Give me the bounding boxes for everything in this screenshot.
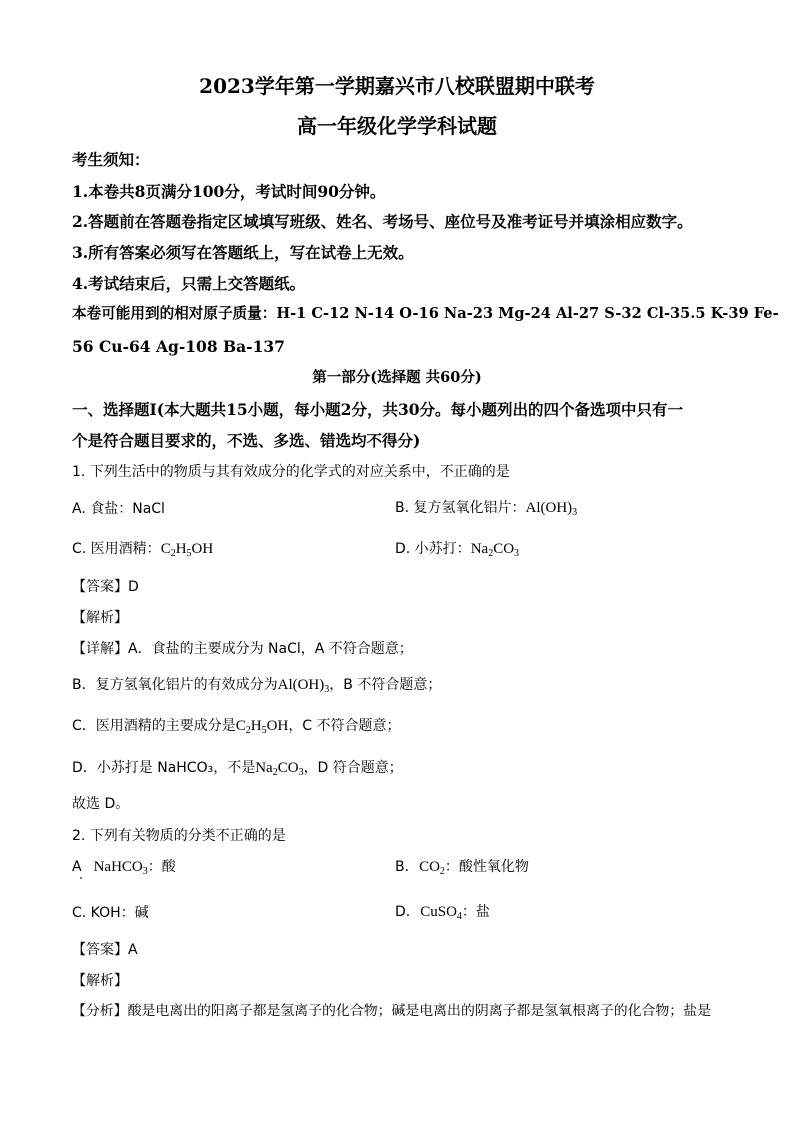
detail-text: ，B 不符合题意；: [329, 677, 442, 693]
chemical-formula: NaHCO$_3$: [93, 859, 148, 877]
detail-text: ，D 符合题意；: [303, 760, 403, 776]
part-heading: 第一部分(选择题 共60分): [312, 369, 482, 386]
chemical-formula: $Al(OH)_3$: [277, 677, 330, 695]
conclusion: 故选 D。: [72, 796, 130, 812]
option-text: ：酸: [147, 859, 176, 875]
option-label: B.: [395, 859, 410, 875]
option-label: D.: [395, 904, 411, 920]
instruction-item: 1.本卷共8页满分100分，考试时间90分钟。: [72, 182, 386, 201]
detail-text: B．复方氢氧化铝片的有效成分为: [72, 677, 278, 693]
question-stem: 1. 下列生活中的物质与其有效成分的化学式的对应关系中，不正确的是: [72, 464, 510, 480]
detail-text: C．医用酒精的主要成分是: [72, 718, 236, 734]
chemical-formula: $Al(OH)_3$: [525, 500, 578, 518]
option-a: [72, 860, 176, 875]
answer: 【答案】D: [72, 579, 139, 595]
instructions-heading: 考生须知：: [72, 150, 150, 169]
instruction-item: 4.考试结束后，只需上交答题纸。: [72, 274, 306, 293]
detail-text: ，C 不符合题意；: [288, 718, 401, 734]
detail-line: 【详解】A．食盐的主要成分为 NaCl，A 不符合题意；: [72, 641, 413, 657]
section-instructions: 个是符合题目要求的，不选、多选、错选均不得分): [72, 431, 421, 450]
exam-subtitle: 高一年级化学学科试题: [297, 114, 497, 138]
instruction-item: 3.所有答案必须写在答题纸上，写在试卷上无效。: [72, 243, 414, 262]
option-b: [395, 860, 529, 875]
detail-line: [72, 719, 401, 734]
option-text: ：酸性氧化物: [444, 859, 529, 875]
option-label: A: [72, 859, 82, 875]
chemical-formula: $Na_2CO_3$: [255, 760, 304, 778]
analysis-text: 【分析】酸是电离出的阳离子都是氢离子的化合物；碱是电离出的阴离子都是氢氧根离子的化合物；盐是: [72, 1003, 711, 1019]
chemical-formula: $C_2H_5OH$: [235, 718, 289, 736]
option-label: C. 医用酒精：: [72, 541, 161, 557]
atomic-mass-line: 本卷可能用到的相对原子质量：H-1 C-12 N-14 O-16 Na-23 Mg-24 Al-27 S-32 Cl-35.5 K-39 Fe-: [72, 305, 779, 322]
stray-mark: [80, 877, 82, 879]
analysis-label: 【解析】: [72, 973, 128, 989]
option-a: A. 食盐：NaCl: [72, 501, 165, 517]
chemical-formula: $Na_2CO_3$: [470, 541, 520, 559]
option-label: D. 小苏打：: [395, 541, 471, 557]
option-d: [395, 905, 490, 920]
detail-line: [72, 761, 403, 776]
analysis-label: 【解析】: [72, 610, 128, 626]
detail-line: [72, 678, 441, 693]
instruction-item: 2.答题前在答题卷指定区域填写班级、姓名、考场号、座位号及准考证号并填涂相应数字。: [72, 212, 693, 231]
detail-text: D．小苏打是 NaHCO₃，不是: [72, 760, 256, 776]
option-c: [72, 542, 213, 557]
section-instructions: 一、选择题I(本大题共15小题，每小题2分，共30分。每小题列出的四个备选项中只有一: [72, 400, 684, 419]
question-stem: 2. 下列有关物质的分类不正确的是: [72, 828, 286, 844]
atomic-mass-line: 56 Cu-64 Ag-108 Ba-137: [72, 337, 285, 356]
option-b: [395, 501, 577, 516]
option-d: [395, 542, 519, 557]
chemical-formula: $C_2H_5OH$: [160, 541, 214, 559]
option-label: B. 复方氢氧化铝片：: [395, 500, 526, 516]
option-text: ：盐: [461, 904, 490, 920]
answer: 【答案】A: [72, 942, 138, 958]
option-c: C. KOH：碱: [72, 905, 149, 921]
exam-title: 2023学年第一学期嘉兴市八校联盟期中联考: [199, 74, 595, 98]
chemical-formula: CuSO$_4$: [420, 904, 462, 922]
chemical-formula: $CO_2$: [419, 859, 445, 877]
